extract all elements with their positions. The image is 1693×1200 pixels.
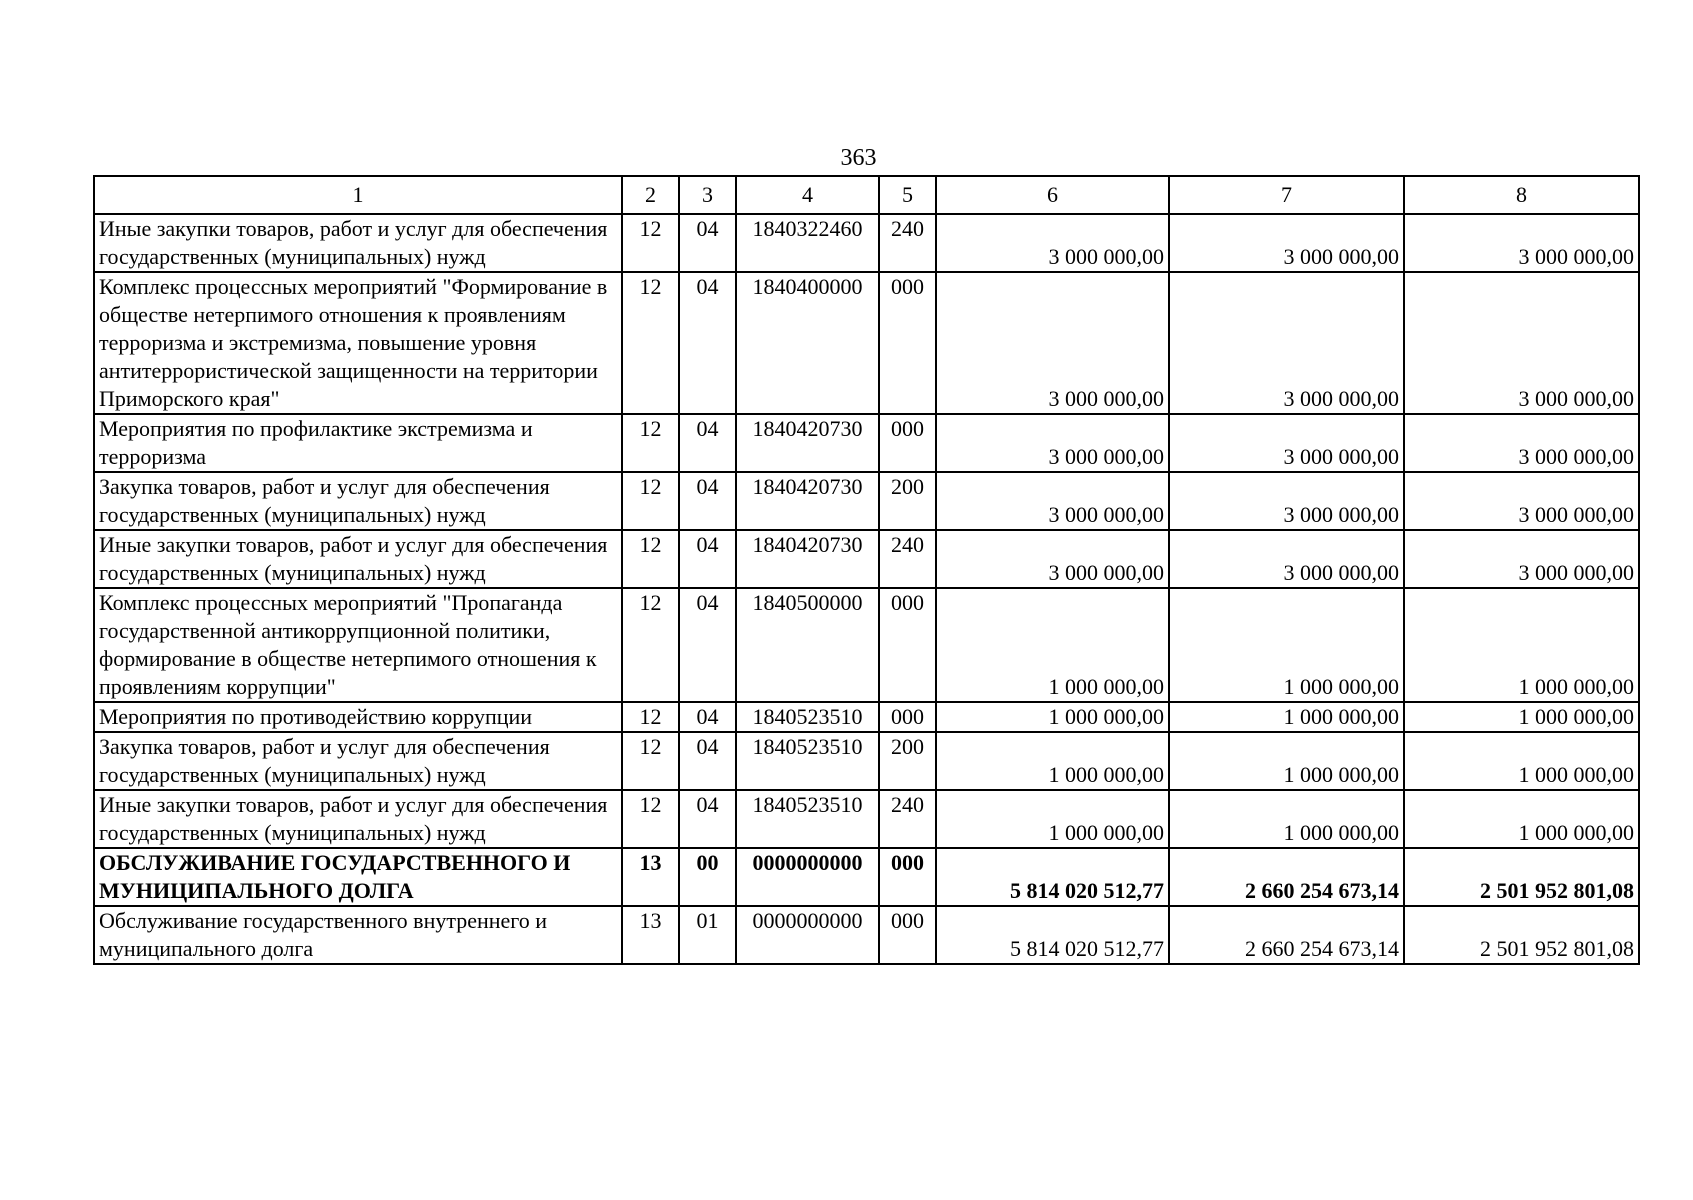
- expense-type-code-cell: 000: [879, 272, 936, 414]
- table-row: [94, 702, 1639, 732]
- column-header: 2: [622, 176, 679, 214]
- target-item-code-cell: 1840322460: [736, 214, 879, 272]
- section-code-cell: 12: [622, 588, 679, 702]
- table-row: [94, 214, 1639, 272]
- amount-col8-cell: 3 000 000,00: [1404, 472, 1639, 530]
- expense-type-code-cell: 240: [879, 214, 936, 272]
- subsection-code-cell: 04: [679, 530, 736, 588]
- table-row: [94, 732, 1639, 790]
- amount-col7-cell: 1 000 000,00: [1169, 732, 1404, 790]
- amount-col7-cell: 1 000 000,00: [1169, 702, 1404, 732]
- expense-type-code-cell: 000: [879, 702, 936, 732]
- column-header: 5: [879, 176, 936, 214]
- table-header: [94, 176, 1639, 214]
- row-name-cell: Обслуживание государственного внутреннего и муниципального долга: [94, 906, 622, 964]
- target-item-code-cell: 1840420730: [736, 472, 879, 530]
- row-name-cell: Закупка товаров, работ и услуг для обеспечения государственных (муниципальных) нужд: [94, 472, 622, 530]
- row-name-cell: Комплекс процессных мероприятий "Пропаганда государственной антикоррупционной политики, формирование в обществе нетерпимого отношения к проявлениям коррупции": [94, 588, 622, 702]
- table-row: [94, 272, 1639, 414]
- section-code-cell: 12: [622, 732, 679, 790]
- amount-col8-cell: 3 000 000,00: [1404, 414, 1639, 472]
- amount-col6-cell: 1 000 000,00: [936, 702, 1169, 732]
- amount-col7-cell: 2 660 254 673,14: [1169, 906, 1404, 964]
- column-header: 7: [1169, 176, 1404, 214]
- amount-col7-cell: 1 000 000,00: [1169, 588, 1404, 702]
- section-code-cell: 12: [622, 414, 679, 472]
- amount-col6-cell: 3 000 000,00: [936, 272, 1169, 414]
- table-row: [94, 472, 1639, 530]
- budget-table: [93, 175, 1640, 965]
- expense-type-code-cell: 000: [879, 848, 936, 906]
- column-header: 1: [94, 176, 622, 214]
- amount-col7-cell: 3 000 000,00: [1169, 214, 1404, 272]
- amount-col6-cell: 1 000 000,00: [936, 790, 1169, 848]
- subsection-code-cell: 04: [679, 790, 736, 848]
- target-item-code-cell: 0000000000: [736, 848, 879, 906]
- target-item-code-cell: 0000000000: [736, 906, 879, 964]
- table-row: [94, 530, 1639, 588]
- expense-type-code-cell: 240: [879, 530, 936, 588]
- subsection-code-cell: 04: [679, 472, 736, 530]
- table-row: [94, 414, 1639, 472]
- expense-type-code-cell: 000: [879, 906, 936, 964]
- expense-type-code-cell: 000: [879, 588, 936, 702]
- section-code-cell: 13: [622, 848, 679, 906]
- amount-col8-cell: 3 000 000,00: [1404, 530, 1639, 588]
- amount-col6-cell: 5 814 020 512,77: [936, 906, 1169, 964]
- amount-col7-cell: 2 660 254 673,14: [1169, 848, 1404, 906]
- section-code-cell: 12: [622, 214, 679, 272]
- expense-type-code-cell: 240: [879, 790, 936, 848]
- section-code-cell: 13: [622, 906, 679, 964]
- target-item-code-cell: 1840420730: [736, 530, 879, 588]
- page-number: 363: [840, 145, 877, 171]
- target-item-code-cell: 1840523510: [736, 790, 879, 848]
- target-item-code-cell: 1840500000: [736, 588, 879, 702]
- target-item-code-cell: 1840420730: [736, 414, 879, 472]
- row-name-cell: Мероприятия по противодействию коррупции: [94, 702, 622, 732]
- amount-col8-cell: 3 000 000,00: [1404, 272, 1639, 414]
- subsection-code-cell: 04: [679, 588, 736, 702]
- amount-col8-cell: 3 000 000,00: [1404, 214, 1639, 272]
- row-name-cell: Иные закупки товаров, работ и услуг для обеспечения государственных (муниципальных) нужд: [94, 214, 622, 272]
- subsection-code-cell: 01: [679, 906, 736, 964]
- amount-col6-cell: 5 814 020 512,77: [936, 848, 1169, 906]
- amount-col8-cell: 2 501 952 801,08: [1404, 906, 1639, 964]
- column-header: 6: [936, 176, 1169, 214]
- table-row: [94, 588, 1639, 702]
- amount-col6-cell: 3 000 000,00: [936, 214, 1169, 272]
- table-body: [94, 214, 1639, 964]
- table-row: [94, 906, 1639, 964]
- subsection-code-cell: 04: [679, 272, 736, 414]
- amount-col8-cell: 1 000 000,00: [1404, 588, 1639, 702]
- subsection-code-cell: 00: [679, 848, 736, 906]
- amount-col6-cell: 1 000 000,00: [936, 588, 1169, 702]
- table-row: [94, 848, 1639, 906]
- row-name-cell: Комплекс процессных мероприятий "Формирование в обществе нетерпимого отношения к проявлениям терроризма и экстремизма, повышение уровня антитеррористической защищенности на территории Приморского края": [94, 272, 622, 414]
- target-item-code-cell: 1840523510: [736, 702, 879, 732]
- amount-col8-cell: 1 000 000,00: [1404, 732, 1639, 790]
- section-code-cell: 12: [622, 702, 679, 732]
- column-header: 4: [736, 176, 879, 214]
- header-row: [94, 176, 1639, 214]
- column-header: 3: [679, 176, 736, 214]
- expense-type-code-cell: 200: [879, 472, 936, 530]
- amount-col8-cell: 1 000 000,00: [1404, 790, 1639, 848]
- amount-col7-cell: 3 000 000,00: [1169, 472, 1404, 530]
- row-name-cell: ОБСЛУЖИВАНИЕ ГОСУДАРСТВЕННОГО И МУНИЦИПАЛЬНОГО ДОЛГА: [94, 848, 622, 906]
- amount-col6-cell: 3 000 000,00: [936, 530, 1169, 588]
- expense-type-code-cell: 200: [879, 732, 936, 790]
- table-row: [94, 790, 1639, 848]
- section-code-cell: 12: [622, 472, 679, 530]
- amount-col6-cell: 1 000 000,00: [936, 732, 1169, 790]
- row-name-cell: Иные закупки товаров, работ и услуг для обеспечения государственных (муниципальных) нужд: [94, 790, 622, 848]
- amount-col7-cell: 1 000 000,00: [1169, 790, 1404, 848]
- section-code-cell: 12: [622, 272, 679, 414]
- amount-col7-cell: 3 000 000,00: [1169, 414, 1404, 472]
- row-name-cell: Мероприятия по профилактике экстремизма и терроризма: [94, 414, 622, 472]
- amount-col8-cell: 2 501 952 801,08: [1404, 848, 1639, 906]
- subsection-code-cell: 04: [679, 702, 736, 732]
- amount-col6-cell: 3 000 000,00: [936, 414, 1169, 472]
- subsection-code-cell: 04: [679, 214, 736, 272]
- row-name-cell: Закупка товаров, работ и услуг для обеспечения государственных (муниципальных) нужд: [94, 732, 622, 790]
- amount-col7-cell: 3 000 000,00: [1169, 272, 1404, 414]
- section-code-cell: 12: [622, 530, 679, 588]
- target-item-code-cell: 1840400000: [736, 272, 879, 414]
- column-header: 8: [1404, 176, 1639, 214]
- subsection-code-cell: 04: [679, 414, 736, 472]
- subsection-code-cell: 04: [679, 732, 736, 790]
- section-code-cell: 12: [622, 790, 679, 848]
- amount-col7-cell: 3 000 000,00: [1169, 530, 1404, 588]
- amount-col6-cell: 3 000 000,00: [936, 472, 1169, 530]
- expense-type-code-cell: 000: [879, 414, 936, 472]
- amount-col8-cell: 1 000 000,00: [1404, 702, 1639, 732]
- row-name-cell: Иные закупки товаров, работ и услуг для обеспечения государственных (муниципальных) нужд: [94, 530, 622, 588]
- target-item-code-cell: 1840523510: [736, 732, 879, 790]
